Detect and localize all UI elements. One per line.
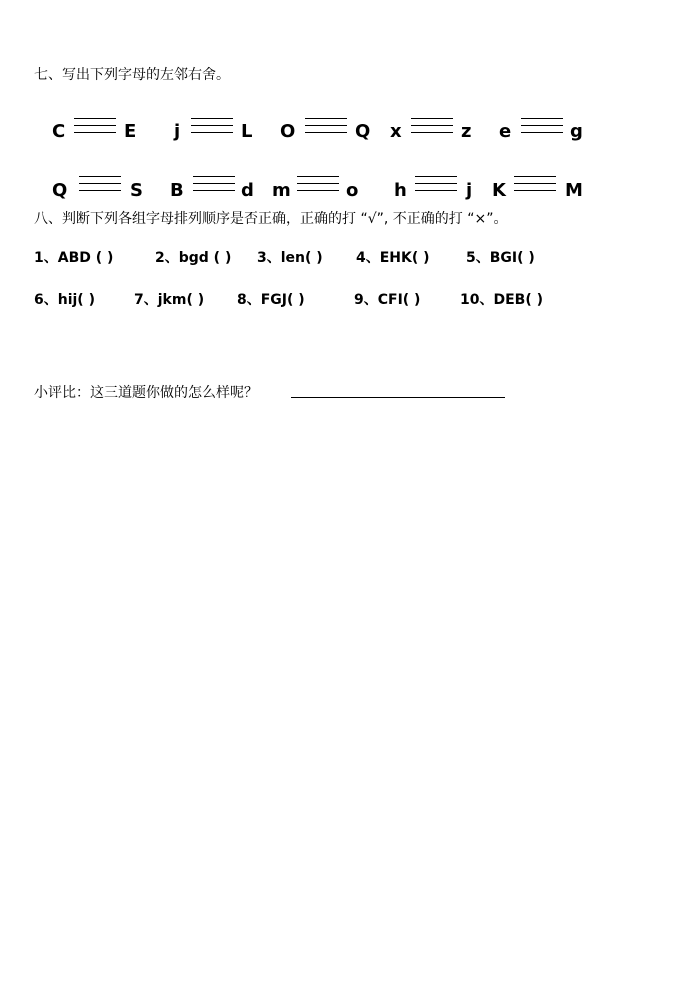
letter: B [170, 180, 184, 201]
rating-answer-line[interactable] [291, 397, 505, 398]
blank-line[interactable] [74, 118, 116, 134]
judge-item[interactable]: 4、EHK( ) [356, 250, 430, 266]
blank-line[interactable] [521, 118, 563, 134]
letter: O [280, 121, 296, 142]
letter: d [241, 180, 254, 201]
letter: E [124, 121, 137, 142]
letter: j [174, 121, 181, 142]
blank-line[interactable] [415, 176, 457, 192]
judge-item[interactable]: 3、len( ) [257, 250, 323, 266]
letter: h [394, 180, 407, 201]
letter: x [390, 121, 402, 142]
blank-line[interactable] [79, 176, 121, 192]
judge-item[interactable]: 8、FGJ( ) [237, 292, 305, 308]
letter: j [466, 180, 473, 201]
letter: L [241, 121, 253, 142]
blank-line[interactable] [297, 176, 339, 192]
judge-item[interactable]: 9、CFI( ) [354, 292, 421, 308]
judge-item[interactable]: 7、jkm( ) [134, 292, 205, 308]
judge-item[interactable]: 6、hij( ) [34, 292, 95, 308]
blank-line[interactable] [411, 118, 453, 134]
judge-item[interactable]: 2、bgd ( ) [155, 250, 232, 266]
letter: K [492, 180, 506, 201]
judge-item[interactable]: 5、BGI( ) [466, 250, 535, 266]
letter: e [499, 121, 512, 142]
blank-line[interactable] [305, 118, 347, 134]
blank-line[interactable] [191, 118, 233, 134]
letter: o [346, 180, 359, 201]
blank-line[interactable] [193, 176, 235, 192]
letter: m [272, 180, 291, 201]
letter: z [461, 121, 472, 142]
rating-label: 小评比：这三道题你做的怎么样呢？ [34, 385, 258, 401]
letter: S [130, 180, 143, 201]
letter: Q [52, 180, 68, 201]
blank-line[interactable] [514, 176, 556, 192]
letter: g [570, 121, 583, 142]
letter: C [52, 121, 66, 142]
section8-title: 八、判断下列各组字母排列顺序是否正确，正确的打 “√”, 不正确的打 “×”。 [34, 211, 508, 227]
letter: M [565, 180, 583, 201]
judge-item[interactable]: 10、DEB( ) [460, 292, 544, 308]
judge-item[interactable]: 1、ABD ( ) [34, 250, 114, 266]
letter: Q [355, 121, 371, 142]
section7-title: 七、写出下列字母的左邻右舍。 [34, 67, 230, 83]
